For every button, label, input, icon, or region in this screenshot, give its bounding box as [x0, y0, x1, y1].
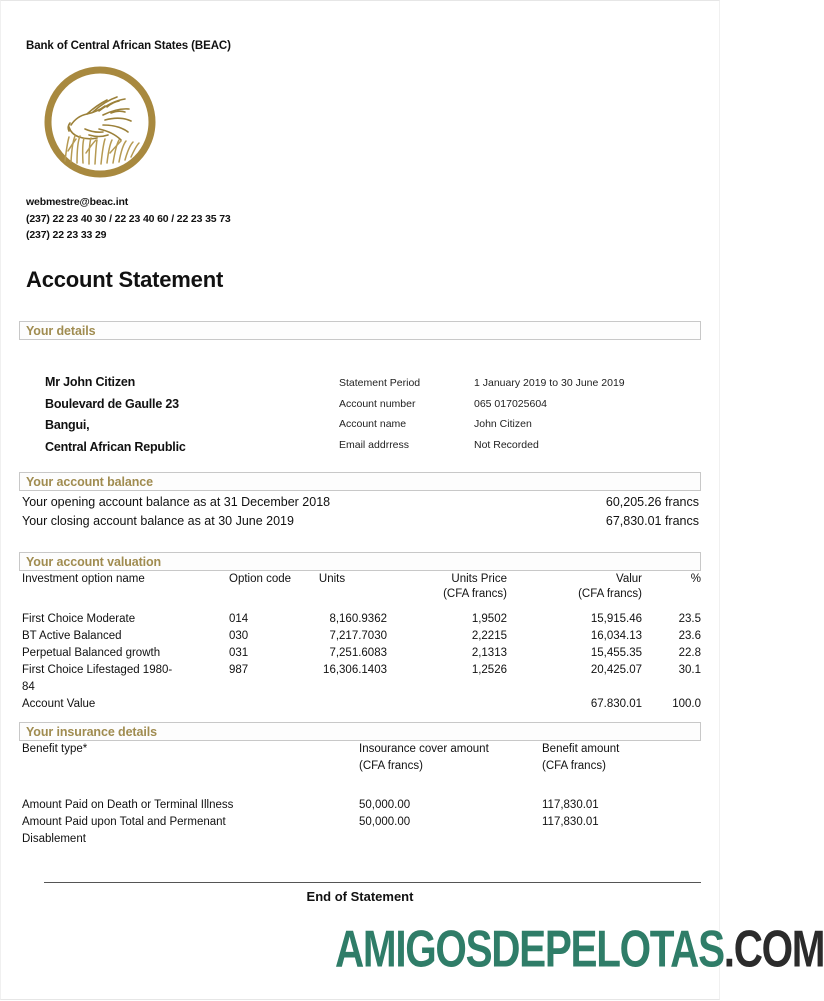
- cell-cover: 50,000.00: [359, 799, 411, 811]
- cell-name: First Choice Moderate: [22, 613, 136, 625]
- watermark: [335, 919, 824, 978]
- end-of-statement: End of Statement: [306, 889, 414, 904]
- meta-value: 1 January 2019 to 30 June 2019: [474, 377, 625, 389]
- valuation-table-body: [22, 613, 701, 715]
- cell-benefit-type: Amount Paid upon Total and Permenant: [22, 816, 226, 828]
- valuation-table: [22, 573, 701, 710]
- cell-cover: 50,000.00: [359, 816, 411, 828]
- balance-amount: 67,830.01 francs: [605, 514, 699, 528]
- section-header-details: [19, 321, 701, 340]
- cell-code: 014: [229, 613, 249, 625]
- meta-label: Statement Period: [339, 377, 421, 389]
- table-row: [22, 816, 701, 833]
- page-title: Account Statement: [26, 267, 224, 292]
- watermark-secondary: .COM: [723, 919, 824, 978]
- cell-total-value: 67.830.01: [590, 698, 642, 710]
- cell-benefit-type-line2: Disablement: [22, 833, 86, 845]
- valuation-table-header: [22, 573, 701, 588]
- col-subheader-benefit-currency: (CFA francs): [542, 760, 606, 772]
- col-header-units: Units: [318, 573, 346, 585]
- address-line: Boulevard de Gaulle 23: [45, 396, 179, 411]
- cell-pct: 23.5: [678, 613, 701, 625]
- insurance-table-subheader: [22, 760, 701, 777]
- col-header-benefit: Benefit amount: [542, 743, 620, 755]
- cell-total-pct: 100.0: [672, 698, 701, 710]
- balance-amount: 60,205.26 francs: [605, 495, 699, 509]
- cell-code: 987: [229, 664, 249, 676]
- cell-code: 031: [229, 647, 249, 659]
- cell-value: 20,425.07: [590, 664, 642, 676]
- balance-label: Your opening account balance as at 31 December 2018: [22, 495, 331, 509]
- table-row: [22, 647, 701, 664]
- cell-value: 15,455.35: [590, 647, 642, 659]
- cell-name: Perpetual Balanced growth: [22, 647, 161, 659]
- cell-units: 7,217.7030: [329, 630, 387, 642]
- customer-address: [45, 372, 186, 458]
- section-header-valuation-label: Your account valuation: [26, 555, 162, 569]
- section-header-balance-label: Your account balance: [26, 475, 153, 489]
- address-line: Central African Republic: [45, 439, 186, 454]
- col-header-name: Investment option name: [22, 573, 145, 585]
- cell-name: First Choice Lifestaged 1980-: [22, 664, 173, 676]
- table-row: [22, 630, 701, 647]
- table-row-total: [22, 698, 701, 715]
- page-content: [19, 1, 824, 1001]
- cell-benefit-type: Amount Paid on Death or Terminal Illness: [22, 799, 234, 811]
- meta-value: Not Recorded: [474, 438, 539, 451]
- section-header-insurance: [19, 722, 701, 741]
- balance-row-closing: [22, 514, 701, 532]
- meta-value: John Citizen: [474, 418, 532, 430]
- antelope-emblem-icon: [41, 63, 159, 181]
- address-line: Bangui,: [45, 418, 90, 432]
- section-header-details-label: Your details: [26, 324, 96, 338]
- table-row-continuation: [22, 833, 701, 850]
- col-subheader-value-currency: (CFA francs): [578, 588, 642, 600]
- cell-units: 7,251.6083: [329, 647, 387, 659]
- meta-label: Account name: [339, 418, 407, 430]
- meta-value: 065 017025604: [474, 397, 547, 410]
- valuation-table-subheader: [22, 588, 701, 603]
- cell-code: 030: [229, 630, 249, 642]
- insurance-spacer: [22, 777, 701, 799]
- bank-phone-2: (237) 22 23 33 29: [26, 229, 107, 241]
- table-row: [22, 799, 701, 816]
- col-header-cover: Insourance cover amount: [359, 743, 489, 755]
- section-header-insurance-label: Your insurance details: [26, 725, 157, 739]
- insurance-table-header: [22, 743, 701, 760]
- cell-value: 15,915.46: [590, 613, 642, 625]
- col-header-code: Option code: [229, 573, 292, 585]
- section-header-balance: [19, 472, 701, 491]
- cell-benefit: 117,830.01: [542, 816, 599, 828]
- watermark-primary: AMIGOSDEPELOTAS: [335, 919, 724, 978]
- cell-total-label: Account Value: [22, 698, 96, 710]
- footer-divider: [44, 882, 701, 883]
- cell-pct: 22.8: [678, 647, 701, 659]
- cell-name-line2: 84: [22, 681, 35, 693]
- balance-row-opening: [22, 495, 701, 513]
- cell-price: 2,2215: [471, 630, 507, 642]
- table-row: [22, 664, 701, 681]
- bank-phone-1: (237) 22 23 40 30 / 22 23 40 60 / 22 23 35 73: [26, 212, 231, 225]
- cell-units: 16,306.1403: [323, 664, 387, 676]
- bank-name: Bank of Central African States (BEAC): [26, 40, 231, 52]
- cell-value: 16,034.13: [590, 630, 642, 642]
- cell-name: BT Active Balanced: [22, 630, 122, 642]
- col-subheader-price-currency: (CFA francs): [443, 588, 507, 600]
- meta-label: Email addrress: [339, 438, 410, 451]
- col-header-benefit-type: Benefit type*: [22, 743, 88, 755]
- meta-label: Account number: [339, 397, 416, 410]
- address-line: Mr John Citizen: [45, 375, 136, 389]
- cell-price: 1,2526: [471, 664, 507, 676]
- balance-label: Your closing account balance as at 30 June 2019: [22, 514, 294, 528]
- cell-price: 2,1313: [471, 647, 507, 659]
- cell-pct: 30.1: [678, 664, 701, 676]
- section-header-valuation: [19, 552, 701, 571]
- cell-benefit: 117,830.01: [542, 799, 599, 811]
- cell-units: 8,160.9362: [329, 613, 387, 625]
- cell-pct: 23.6: [678, 630, 701, 642]
- bank-email[interactable]: webmestre@beac.int: [26, 196, 129, 208]
- insurance-table: [22, 743, 701, 850]
- bank-contact: [26, 194, 231, 244]
- col-header-pct: %: [690, 573, 701, 585]
- col-header-value: Valur: [616, 573, 642, 585]
- col-subheader-cover-currency: (CFA francs): [359, 760, 423, 772]
- cell-price: 1,9502: [471, 613, 507, 625]
- table-row: [22, 613, 701, 630]
- col-header-price: Units Price: [451, 573, 507, 585]
- table-row-continuation: [22, 681, 701, 698]
